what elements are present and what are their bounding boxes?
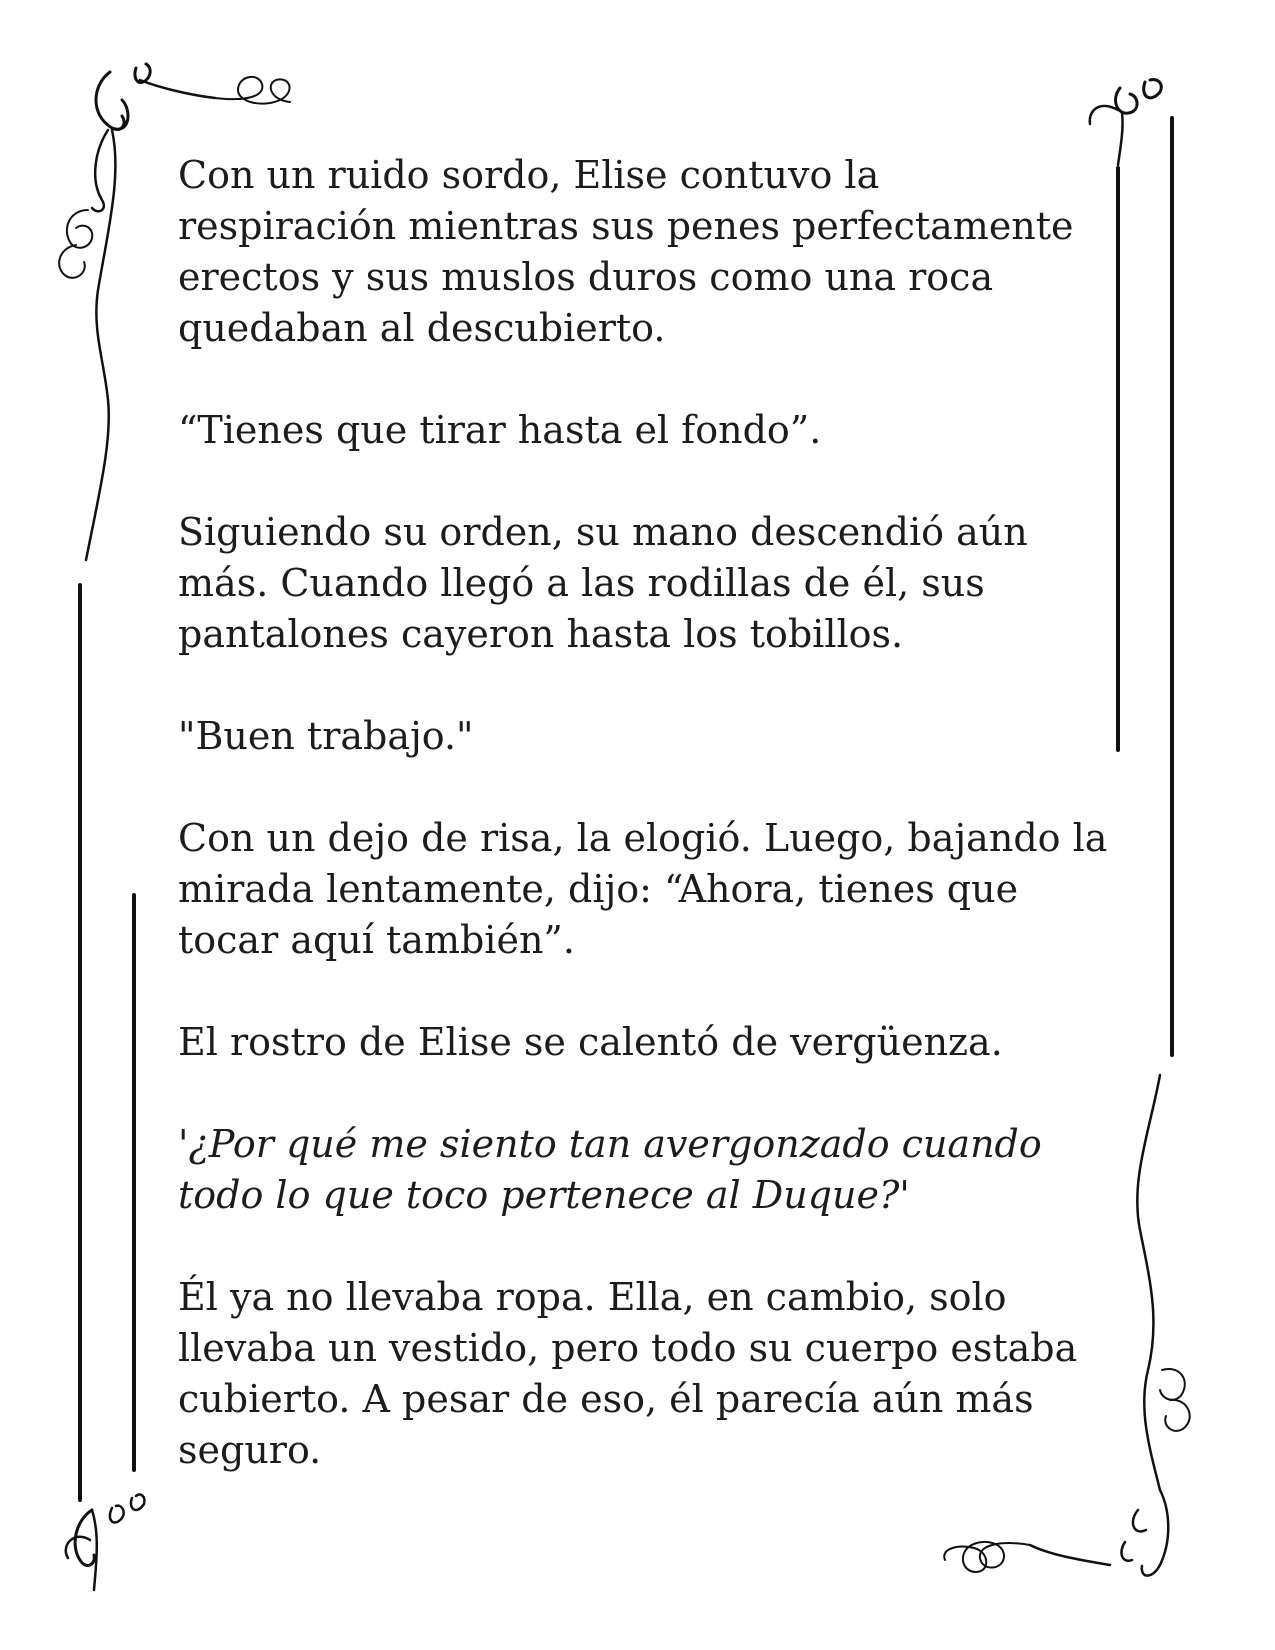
paragraph: Él ya no llevaba ropa. Ella, en cambio, solo llevaba un vestido, pero todo su cuerpo estaba cubierto. A pesar de eso, él parecía aún más seguro.: [178, 1275, 1078, 1472]
paragraph: Siguiendo su orden, su mano descendió aún más. Cuando llegó a las rodillas de él, sus pantalones cayeron hasta los tobillos.: [178, 510, 1028, 656]
story-text: [178, 150, 1108, 1527]
paragraph: Con un dejo de risa, la elogió. Luego, bajando la mirada lentamente, dijo: “Ahora, tienes que tocar aquí también”.: [178, 816, 1108, 962]
inner-thought-paragraph: '¿Por qué me siento tan avergonzado cuando todo lo que toco pertenece al Duque?': [178, 1122, 1042, 1217]
paragraph: “Tienes que tirar hasta el fondo”.: [178, 408, 822, 452]
paragraph: El rostro de Elise se calentó de vergüenza.: [178, 1020, 1003, 1064]
paragraph: Con un ruido sordo, Elise contuvo la respiración mientras sus penes perfectamente erectos y sus muslos duros como una roca quedaban al descubierto.: [178, 153, 1074, 350]
paragraph: "Buen trabajo.": [178, 714, 474, 758]
bottom-left-flourish: [66, 1494, 145, 1590]
